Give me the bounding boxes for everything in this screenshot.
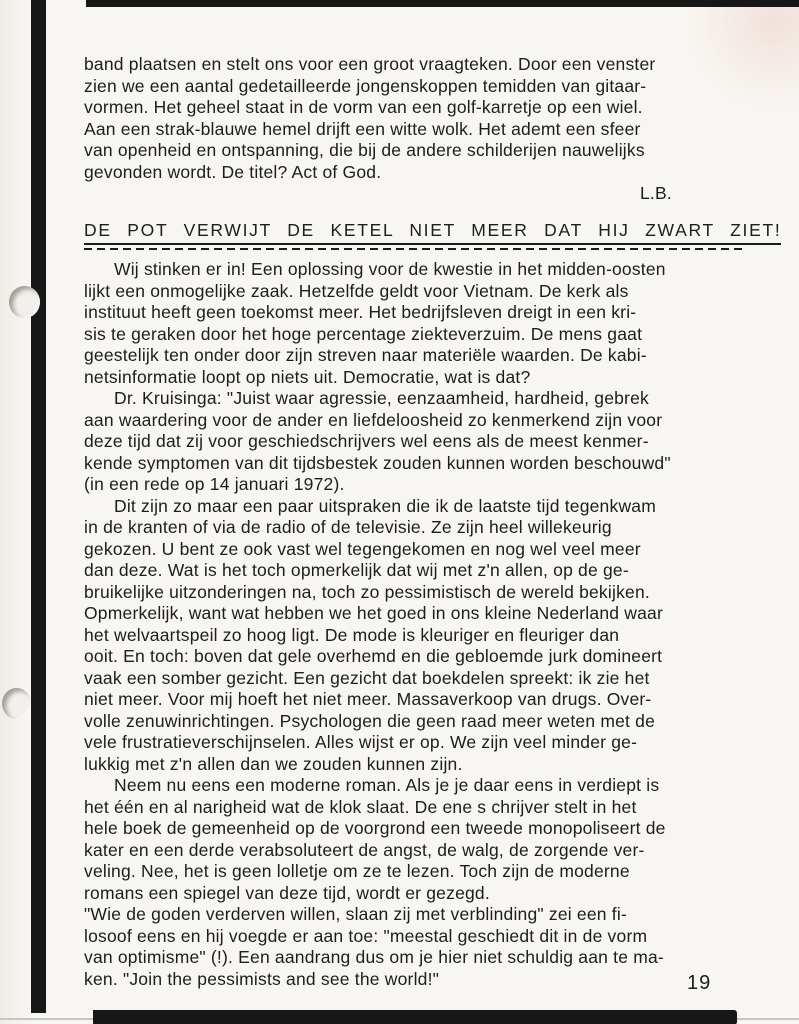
text-line: kende symptomen van dit tijdsbestek zouden kunnen worden beschouwd" xyxy=(84,452,671,473)
text-line: het één en al narigheid wat de klok slaat. De ene s chrijver stelt in het xyxy=(84,796,637,817)
punch-hole-bottom xyxy=(2,688,31,719)
text-line: vormen. Het geheel staat in de vorm van een golf-karretje op een wiel. xyxy=(84,97,643,117)
heading-dashed-underline xyxy=(84,248,746,251)
text-line: vele frustratieverschijnselen. Alles wijst er op. We zijn veel minder ge- xyxy=(84,732,638,752)
paragraph xyxy=(84,775,748,904)
text-line: geestelijk ten onder door zijn streven naar materiële waarden. De kabi- xyxy=(84,345,647,365)
text-line: romans een spiegel van deze tijd, wordt er gezegd. xyxy=(84,882,490,903)
text-line: vaak een somber gezicht. Een gezicht dat boekdelen spreekt: ik zie het xyxy=(84,667,650,688)
paragraph xyxy=(84,388,748,496)
text-line: kater en een derde verabsoluteert de angst, de walg, de zorgende ver- xyxy=(84,839,645,860)
text-line: "Wie de goden verderven willen, slaan zij met verblinding" zei een fi- xyxy=(84,904,627,924)
text-line: aan waardering voor de ander en liefdeloosheid zo kenmerkend zijn voor xyxy=(84,409,663,430)
text-line: volle zenuwinrichtingen. Psychologen die geen raad meer weten met de xyxy=(84,710,656,731)
text-line: ooit. En toch: boven dat gele overhemd en die gebloemde jurk domineert xyxy=(84,646,663,666)
text-line: deze tijd dat zij voor geschiedschrijvers wel eens als de meest kenmer- xyxy=(84,431,649,451)
text-line: veling. Nee, het is geen lolletje om ze te lezen. Toch zijn de moderne xyxy=(84,861,630,881)
intro-paragraph xyxy=(84,54,748,183)
page-number: 19 xyxy=(687,972,712,994)
paragraph xyxy=(84,259,748,388)
text-line: gekozen. U bent ze ook vast wel tegengekomen en nog wel veel meer xyxy=(84,538,641,559)
text-line: ken. "Join the pessimists and see the world!" xyxy=(84,968,440,989)
text-line: sis te geraken door het hoge percentage ziekteverzuim. De mens gaat xyxy=(84,323,643,344)
author-initials: L.B. xyxy=(640,183,672,203)
scan-border-top xyxy=(86,0,799,7)
text-line: van optimisme" (!). Een aandrang dus om je hier niet schuldig aan te ma- xyxy=(84,947,664,967)
text-line: Dit zijn zo maar een paar uitspraken die ik de laatste tijd tegenkwam xyxy=(114,495,656,516)
page-text xyxy=(84,54,782,990)
text-line: Aan een strak-blauwe hemel drijft een witte wolk. Het ademt een sfeer xyxy=(84,118,641,139)
text-line: zien we een aantal gedetailleerde jongenskoppen temidden van gitaar- xyxy=(84,75,647,96)
scan-border-left xyxy=(31,0,46,1013)
text-line: lijkt een onmogelijke zaak. Hetzelfde geldt voor Vietnam. De kerk als xyxy=(84,280,629,301)
text-line: instituut heeft geen toekomst meer. Het bedrijfsleven dreigt in een kri- xyxy=(84,302,637,322)
paragraph xyxy=(84,904,748,990)
text-line: netsinformatie loopt op niets uit. Democratie, wat is dat? xyxy=(84,366,531,387)
text-line: bruikelijke uitzonderingen na, toch zo pessimistisch de wereld bekijken. xyxy=(84,581,650,602)
text-line: niet meer. Voor mij hoeft het niet meer. Massaverkoop van drugs. Over- xyxy=(84,689,652,709)
text-line: Opmerkelijk, want wat hebben we het goed in ons kleine Nederland waar xyxy=(84,603,663,623)
article-heading xyxy=(84,219,782,251)
text-line: (in een rede op 14 januari 1972). xyxy=(84,474,345,494)
text-line: dan deze. Wat is het toch opmerkelijk dat wij met z'n allen, op de ge- xyxy=(84,560,629,580)
scan-border-bottom xyxy=(93,1010,737,1024)
text-line: van openheid en ontspanning, die bij de andere schilderijen nauwelijks xyxy=(84,140,645,160)
text-line: hele boek de gemeenheid op de voorgrond een tweede monopoliseert de xyxy=(84,818,666,838)
text-line: het welvaartspeil zo hoog ligt. De mode is kleuriger en fleuriger dan xyxy=(84,624,620,645)
text-line: lukkig met z'n allen dan we zouden kunnen zijn. xyxy=(84,753,463,774)
text-line: Neem nu eens een moderne roman. Als je je daar eens in verdiept is xyxy=(114,775,660,795)
text-line: Wij stinken er in! Een oplossing voor de kwestie in het midden-oosten xyxy=(114,259,666,279)
paragraph xyxy=(84,496,748,776)
article-heading-text: DE POT VERWIJT DE KETEL NIET MEER DAT HIJ ZWART ZIET! xyxy=(84,220,781,246)
text-line: losoof eens en hij voegde er aan toe: "meestal geschiedt dit in de vorm xyxy=(84,925,648,946)
text-line: gevonden wordt. De titel? Act of God. xyxy=(84,161,382,182)
article-body xyxy=(84,259,748,990)
text-line: Dr. Kruisinga: "Juist waar agressie, eenzaamheid, hardheid, gebrek xyxy=(114,388,649,408)
text-line: in de kranten of via de radio of de televisie. Ze zijn heel willekeurig xyxy=(84,517,612,537)
punch-hole-top xyxy=(9,286,40,318)
text-line: band plaatsen en stelt ons voor een groot vraagteken. Door een venster xyxy=(84,54,656,74)
